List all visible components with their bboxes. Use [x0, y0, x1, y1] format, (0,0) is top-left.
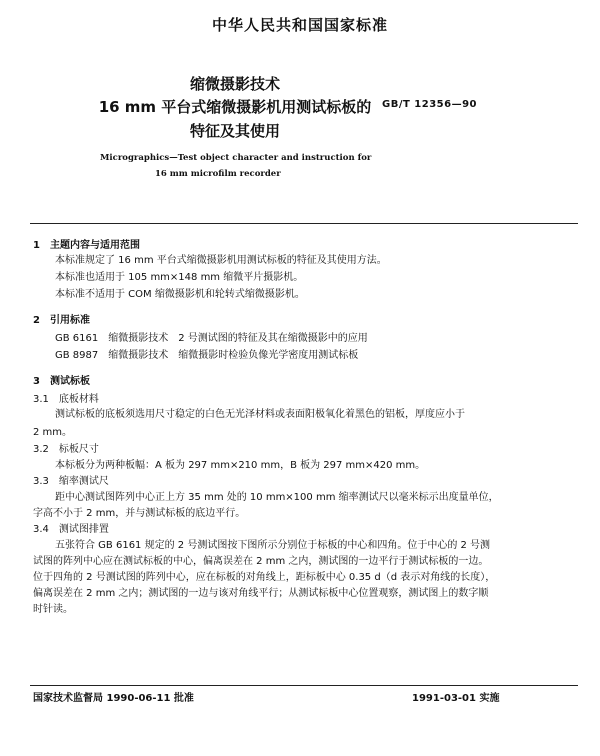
section-3-4-text-line-1: 五张符合 GB 6161 规定的 2 号测试图按下图所示分别位于标板的中心和四角。位于中心的 2 号测 [55, 540, 491, 551]
section-3-4-text-line-4: 偏离误差在 2 mm 之内；测试图的一边与该对角线平行；从测试标板中心位置观察，测试图上的数字顺 [33, 588, 489, 599]
section-1-paragraph-3: 本标准不适用于 COM 缩微摄影机和轮转式缩微摄影机。 [55, 289, 305, 300]
document-title-line-1: 缩微摄影技术 [189, 75, 280, 93]
section-3-2-heading: 3.2 标板尺寸 [33, 444, 99, 455]
approval-date: 国家技术监督局 1990-06-11 批准 [33, 693, 194, 704]
document-title-line-2: 16 mm 平台式缩微摄影机用测试标板的 [98, 98, 372, 116]
implementation-date: 1991-03-01 实施 [412, 693, 500, 704]
section-3-heading: 3 测试标板 [33, 376, 90, 387]
section-3-3-text-line-2: 字高不小于 2 mm，并与测试标板的底边平行。 [33, 508, 246, 519]
section-3-4-text-line-3: 位于四角的 2 号测试图的阵列中心，应在标板的对角线上，距标板中心 0.35 d（d 表示对角线的长度）， [33, 572, 496, 583]
reference-gb6161: GB 6161 缩微摄影技术 2 号测试图的特征及其在缩微摄影中的应用 [55, 333, 368, 344]
section-3-4-text-line-2: 试图的阵列中心应在测试标板的中心，偏离误差在 2 mm 之内，测试图的一边平行于测试标板的一边。 [33, 556, 489, 567]
section-3-1-text-line-2: 2 mm。 [33, 427, 73, 438]
section-2-heading: 2 引用标准 [33, 315, 90, 326]
section-1-paragraph-2: 本标准也适用于 105 mm×148 mm 缩微平片摄影机。 [55, 272, 304, 283]
section-3-1-heading: 3.1 底板材料 [33, 394, 99, 405]
english-title-line-2: 16 mm microfilm recorder [155, 169, 281, 179]
document-title-line-3: 特征及其使用 [189, 122, 280, 140]
document-header-title: 中华人民共和国国家标准 [211, 16, 388, 34]
section-3-2-text: 本标板分为两种板幅：A 板为 297 mm×210 mm，B 板为 297 mm×420 mm。 [55, 460, 426, 471]
section-3-3-heading: 3.3 缩率测试尺 [33, 476, 109, 487]
standard-number: GB/T 12356—90 [382, 99, 477, 110]
section-3-1-text-line-1: 测试标板的底板须选用尺寸稳定的白色无光泽材料或表面阳极氧化着黑色的铝板，厚度应小于 [55, 409, 465, 420]
reference-gb8987: GB 8987 缩微摄影技术 缩微摄影时检验负像光学密度用测试标板 [55, 350, 359, 361]
english-title-line-1: Micrographics—Test object character and instruction for [100, 153, 372, 163]
section-3-4-heading: 3.4 测试图排置 [33, 524, 109, 535]
section-1-heading: 1 主题内容与适用范围 [33, 240, 140, 251]
section-3-3-text-line-1: 距中心测试图阵列中心正上方 35 mm 处的 10 mm×100 mm 缩率测试尺以毫米标示出度量单位， [55, 492, 499, 503]
section-3-4-text-line-5: 时针读。 [33, 604, 73, 615]
bottom-divider [30, 685, 578, 686]
top-divider [30, 223, 578, 224]
section-1-paragraph-1: 本标准规定了 16 mm 平台式缩微摄影机用测试标板的特征及其使用方法。 [55, 255, 387, 266]
